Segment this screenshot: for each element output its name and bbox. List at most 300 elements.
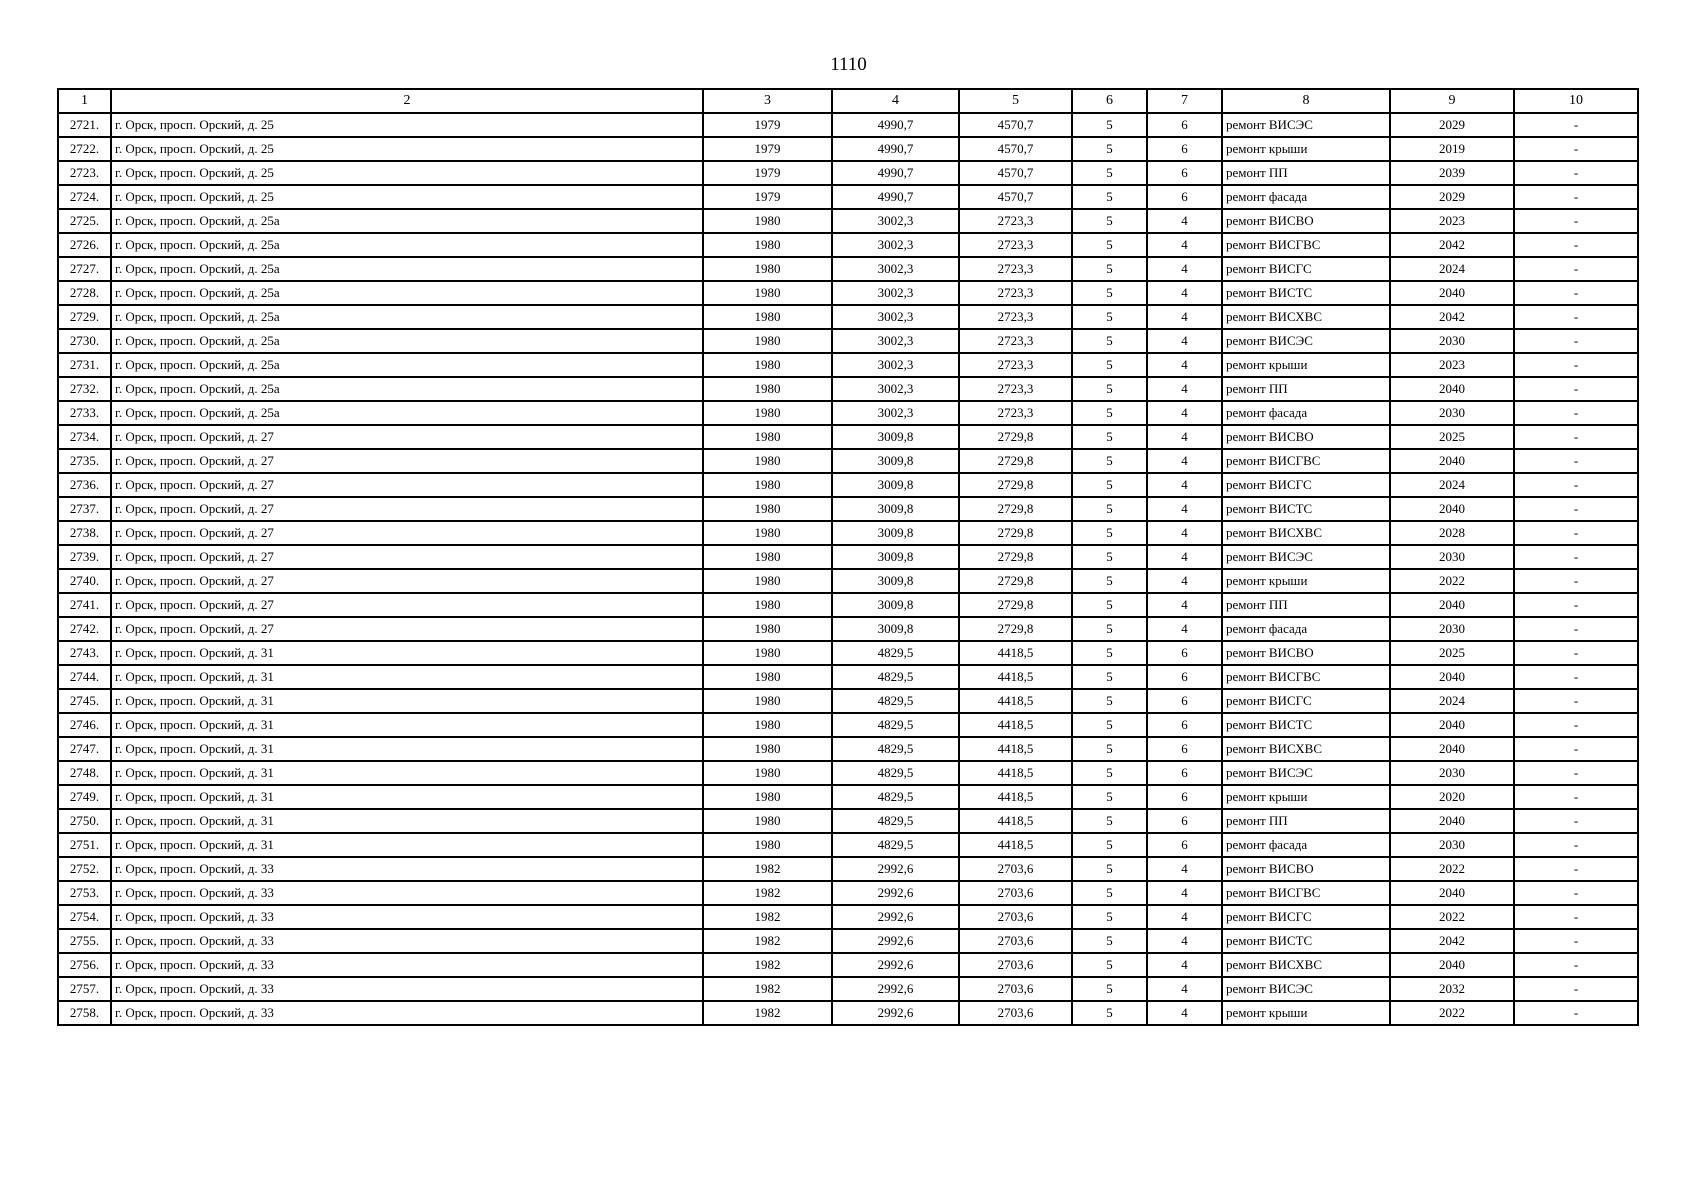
cell-address: г. Орск, просп. Орский, д. 27 <box>111 545 703 569</box>
cell-row-number: 2732. <box>58 377 111 401</box>
cell-living-area: 2729,8 <box>959 473 1072 497</box>
cell-address: г. Орск, просп. Орский, д. 25а <box>111 377 703 401</box>
cell-planned-year: 2042 <box>1390 233 1514 257</box>
cell-living-area: 2729,8 <box>959 497 1072 521</box>
cell-note: - <box>1514 473 1638 497</box>
cell-total-area: 3009,8 <box>832 545 959 569</box>
cell-work-type: ремонт ВИСВО <box>1222 425 1390 449</box>
cell-row-number: 2727. <box>58 257 111 281</box>
cell-work-type: ремонт ВИСГВС <box>1222 233 1390 257</box>
table-row <box>58 305 1638 329</box>
cell-entrances: 4 <box>1147 1001 1222 1025</box>
cell-work-type: ремонт ПП <box>1222 377 1390 401</box>
cell-planned-year: 2040 <box>1390 497 1514 521</box>
cell-work-type: ремонт ВИСГС <box>1222 689 1390 713</box>
column-header-total-area: 4 <box>832 89 959 113</box>
cell-note: - <box>1514 593 1638 617</box>
cell-living-area: 2703,6 <box>959 953 1072 977</box>
cell-note: - <box>1514 545 1638 569</box>
column-header-row-number: 1 <box>58 89 111 113</box>
cell-entrances: 4 <box>1147 353 1222 377</box>
table-row <box>58 473 1638 497</box>
cell-work-type: ремонт ВИСТС <box>1222 281 1390 305</box>
cell-floors: 5 <box>1072 1001 1147 1025</box>
cell-work-type: ремонт ВИСГВС <box>1222 881 1390 905</box>
cell-entrances: 6 <box>1147 833 1222 857</box>
cell-work-type: ремонт крыши <box>1222 1001 1390 1025</box>
cell-total-area: 3002,3 <box>832 305 959 329</box>
cell-planned-year: 2040 <box>1390 881 1514 905</box>
cell-address: г. Орск, просп. Орский, д. 33 <box>111 929 703 953</box>
cell-note: - <box>1514 665 1638 689</box>
table-row <box>58 905 1638 929</box>
cell-living-area: 2703,6 <box>959 881 1072 905</box>
cell-planned-year: 2030 <box>1390 545 1514 569</box>
cell-work-type: ремонт ВИСГС <box>1222 473 1390 497</box>
cell-address: г. Орск, просп. Орский, д. 27 <box>111 521 703 545</box>
cell-note: - <box>1514 353 1638 377</box>
cell-address: г. Орск, просп. Орский, д. 25а <box>111 209 703 233</box>
cell-living-area: 2703,6 <box>959 905 1072 929</box>
cell-address: г. Орск, просп. Орский, д. 25 <box>111 161 703 185</box>
cell-entrances: 4 <box>1147 449 1222 473</box>
cell-work-type: ремонт ПП <box>1222 593 1390 617</box>
cell-floors: 5 <box>1072 785 1147 809</box>
cell-work-type: ремонт ВИСТС <box>1222 929 1390 953</box>
cell-year-built: 1980 <box>703 617 832 641</box>
cell-row-number: 2755. <box>58 929 111 953</box>
cell-floors: 5 <box>1072 257 1147 281</box>
cell-address: г. Орск, просп. Орский, д. 27 <box>111 473 703 497</box>
cell-note: - <box>1514 833 1638 857</box>
cell-floors: 5 <box>1072 281 1147 305</box>
cell-address: г. Орск, просп. Орский, д. 25 <box>111 185 703 209</box>
cell-entrances: 4 <box>1147 905 1222 929</box>
cell-note: - <box>1514 713 1638 737</box>
cell-note: - <box>1514 761 1638 785</box>
cell-row-number: 2736. <box>58 473 111 497</box>
cell-address: г. Орск, просп. Орский, д. 25а <box>111 401 703 425</box>
cell-row-number: 2728. <box>58 281 111 305</box>
cell-entrances: 4 <box>1147 305 1222 329</box>
cell-entrances: 6 <box>1147 713 1222 737</box>
cell-total-area: 4829,5 <box>832 665 959 689</box>
cell-total-area: 3009,8 <box>832 425 959 449</box>
cell-living-area: 4418,5 <box>959 833 1072 857</box>
cell-total-area: 2992,6 <box>832 977 959 1001</box>
cell-address: г. Орск, просп. Орский, д. 25а <box>111 257 703 281</box>
table-row <box>58 521 1638 545</box>
table-row <box>58 617 1638 641</box>
table-body <box>58 113 1638 1025</box>
cell-planned-year: 2040 <box>1390 377 1514 401</box>
cell-entrances: 4 <box>1147 929 1222 953</box>
cell-note: - <box>1514 497 1638 521</box>
cell-note: - <box>1514 569 1638 593</box>
cell-row-number: 2740. <box>58 569 111 593</box>
cell-address: г. Орск, просп. Орский, д. 31 <box>111 809 703 833</box>
cell-total-area: 3009,8 <box>832 521 959 545</box>
cell-row-number: 2721. <box>58 113 111 137</box>
cell-total-area: 4990,7 <box>832 113 959 137</box>
cell-floors: 5 <box>1072 521 1147 545</box>
cell-address: г. Орск, просп. Орский, д. 31 <box>111 761 703 785</box>
cell-living-area: 2729,8 <box>959 569 1072 593</box>
table-row <box>58 353 1638 377</box>
cell-floors: 5 <box>1072 857 1147 881</box>
register-table <box>57 88 1639 1026</box>
column-header-work-type: 8 <box>1222 89 1390 113</box>
cell-year-built: 1980 <box>703 761 832 785</box>
cell-floors: 5 <box>1072 833 1147 857</box>
cell-total-area: 4829,5 <box>832 785 959 809</box>
cell-address: г. Орск, просп. Орский, д. 27 <box>111 425 703 449</box>
cell-living-area: 2723,3 <box>959 401 1072 425</box>
cell-year-built: 1982 <box>703 881 832 905</box>
cell-note: - <box>1514 929 1638 953</box>
table-row <box>58 281 1638 305</box>
column-header-planned-year: 9 <box>1390 89 1514 113</box>
cell-living-area: 2723,3 <box>959 305 1072 329</box>
cell-note: - <box>1514 857 1638 881</box>
cell-year-built: 1980 <box>703 497 832 521</box>
cell-work-type: ремонт ВИСТС <box>1222 713 1390 737</box>
cell-note: - <box>1514 161 1638 185</box>
page-number: 1110 <box>830 54 867 75</box>
cell-planned-year: 2040 <box>1390 953 1514 977</box>
cell-note: - <box>1514 185 1638 209</box>
table-row <box>58 665 1638 689</box>
cell-row-number: 2743. <box>58 641 111 665</box>
cell-living-area: 2729,8 <box>959 593 1072 617</box>
cell-total-area: 3002,3 <box>832 209 959 233</box>
cell-note: - <box>1514 881 1638 905</box>
cell-work-type: ремонт крыши <box>1222 353 1390 377</box>
table-header <box>58 89 1638 113</box>
cell-living-area: 4570,7 <box>959 137 1072 161</box>
table-row <box>58 929 1638 953</box>
cell-address: г. Орск, просп. Орский, д. 27 <box>111 497 703 521</box>
cell-total-area: 2992,6 <box>832 857 959 881</box>
cell-row-number: 2733. <box>58 401 111 425</box>
cell-entrances: 4 <box>1147 545 1222 569</box>
cell-floors: 5 <box>1072 545 1147 569</box>
cell-total-area: 4990,7 <box>832 137 959 161</box>
cell-row-number: 2746. <box>58 713 111 737</box>
cell-total-area: 3002,3 <box>832 281 959 305</box>
cell-entrances: 6 <box>1147 161 1222 185</box>
cell-entrances: 4 <box>1147 881 1222 905</box>
cell-address: г. Орск, просп. Орский, д. 31 <box>111 737 703 761</box>
cell-planned-year: 2022 <box>1390 905 1514 929</box>
cell-year-built: 1980 <box>703 377 832 401</box>
table-row <box>58 257 1638 281</box>
cell-planned-year: 2025 <box>1390 425 1514 449</box>
cell-year-built: 1980 <box>703 353 832 377</box>
cell-work-type: ремонт ВИСГВС <box>1222 665 1390 689</box>
table-row <box>58 329 1638 353</box>
cell-year-built: 1980 <box>703 473 832 497</box>
cell-living-area: 4418,5 <box>959 713 1072 737</box>
cell-work-type: ремонт фасада <box>1222 617 1390 641</box>
cell-entrances: 4 <box>1147 377 1222 401</box>
cell-year-built: 1980 <box>703 737 832 761</box>
cell-row-number: 2726. <box>58 233 111 257</box>
table-row <box>58 641 1638 665</box>
cell-row-number: 2744. <box>58 665 111 689</box>
cell-year-built: 1979 <box>703 161 832 185</box>
cell-year-built: 1980 <box>703 545 832 569</box>
cell-living-area: 2723,3 <box>959 257 1072 281</box>
cell-planned-year: 2030 <box>1390 761 1514 785</box>
cell-total-area: 3009,8 <box>832 473 959 497</box>
cell-living-area: 2723,3 <box>959 233 1072 257</box>
cell-floors: 5 <box>1072 497 1147 521</box>
cell-row-number: 2754. <box>58 905 111 929</box>
cell-living-area: 2723,3 <box>959 377 1072 401</box>
cell-planned-year: 2024 <box>1390 257 1514 281</box>
cell-address: г. Орск, просп. Орский, д. 31 <box>111 641 703 665</box>
header-row <box>58 89 1638 113</box>
cell-total-area: 4829,5 <box>832 689 959 713</box>
cell-year-built: 1980 <box>703 593 832 617</box>
cell-note: - <box>1514 1001 1638 1025</box>
cell-total-area: 3002,3 <box>832 233 959 257</box>
cell-year-built: 1980 <box>703 569 832 593</box>
cell-entrances: 6 <box>1147 137 1222 161</box>
table-row <box>58 761 1638 785</box>
cell-planned-year: 2040 <box>1390 665 1514 689</box>
cell-row-number: 2737. <box>58 497 111 521</box>
cell-total-area: 2992,6 <box>832 929 959 953</box>
cell-floors: 5 <box>1072 161 1147 185</box>
cell-year-built: 1980 <box>703 521 832 545</box>
cell-work-type: ремонт фасада <box>1222 833 1390 857</box>
cell-note: - <box>1514 113 1638 137</box>
table-row <box>58 137 1638 161</box>
cell-floors: 5 <box>1072 425 1147 449</box>
cell-living-area: 4570,7 <box>959 185 1072 209</box>
cell-total-area: 2992,6 <box>832 881 959 905</box>
cell-total-area: 4829,5 <box>832 713 959 737</box>
cell-planned-year: 2039 <box>1390 161 1514 185</box>
cell-floors: 5 <box>1072 881 1147 905</box>
cell-note: - <box>1514 209 1638 233</box>
cell-row-number: 2723. <box>58 161 111 185</box>
cell-year-built: 1979 <box>703 185 832 209</box>
cell-planned-year: 2024 <box>1390 689 1514 713</box>
cell-entrances: 6 <box>1147 737 1222 761</box>
cell-total-area: 3002,3 <box>832 401 959 425</box>
cell-address: г. Орск, просп. Орский, д. 25а <box>111 353 703 377</box>
cell-entrances: 4 <box>1147 857 1222 881</box>
cell-entrances: 6 <box>1147 761 1222 785</box>
cell-row-number: 2748. <box>58 761 111 785</box>
cell-floors: 5 <box>1072 737 1147 761</box>
table-row <box>58 593 1638 617</box>
cell-address: г. Орск, просп. Орский, д. 31 <box>111 833 703 857</box>
cell-row-number: 2725. <box>58 209 111 233</box>
table-row <box>58 1001 1638 1025</box>
cell-note: - <box>1514 641 1638 665</box>
cell-row-number: 2758. <box>58 1001 111 1025</box>
cell-living-area: 2729,8 <box>959 521 1072 545</box>
table-row <box>58 209 1638 233</box>
cell-note: - <box>1514 737 1638 761</box>
cell-address: г. Орск, просп. Орский, д. 33 <box>111 1001 703 1025</box>
cell-floors: 5 <box>1072 905 1147 929</box>
cell-row-number: 2735. <box>58 449 111 473</box>
cell-entrances: 6 <box>1147 113 1222 137</box>
cell-address: г. Орск, просп. Орский, д. 27 <box>111 569 703 593</box>
cell-note: - <box>1514 425 1638 449</box>
cell-work-type: ремонт ВИСЭС <box>1222 761 1390 785</box>
cell-entrances: 6 <box>1147 809 1222 833</box>
cell-floors: 5 <box>1072 185 1147 209</box>
cell-floors: 5 <box>1072 401 1147 425</box>
cell-floors: 5 <box>1072 593 1147 617</box>
cell-work-type: ремонт ПП <box>1222 161 1390 185</box>
cell-entrances: 4 <box>1147 209 1222 233</box>
cell-living-area: 2729,8 <box>959 425 1072 449</box>
cell-total-area: 3009,8 <box>832 593 959 617</box>
cell-floors: 5 <box>1072 713 1147 737</box>
cell-row-number: 2741. <box>58 593 111 617</box>
column-header-address: 2 <box>111 89 703 113</box>
cell-note: - <box>1514 137 1638 161</box>
cell-floors: 5 <box>1072 977 1147 1001</box>
cell-entrances: 6 <box>1147 785 1222 809</box>
cell-entrances: 6 <box>1147 689 1222 713</box>
cell-total-area: 3002,3 <box>832 353 959 377</box>
cell-work-type: ремонт фасада <box>1222 401 1390 425</box>
table-row <box>58 857 1638 881</box>
cell-planned-year: 2040 <box>1390 713 1514 737</box>
cell-row-number: 2747. <box>58 737 111 761</box>
cell-floors: 5 <box>1072 137 1147 161</box>
cell-year-built: 1980 <box>703 329 832 353</box>
cell-note: - <box>1514 809 1638 833</box>
cell-planned-year: 2029 <box>1390 113 1514 137</box>
cell-floors: 5 <box>1072 329 1147 353</box>
cell-work-type: ремонт ВИСВО <box>1222 641 1390 665</box>
cell-floors: 5 <box>1072 953 1147 977</box>
cell-planned-year: 2019 <box>1390 137 1514 161</box>
cell-work-type: ремонт крыши <box>1222 785 1390 809</box>
cell-living-area: 2703,6 <box>959 977 1072 1001</box>
cell-year-built: 1980 <box>703 233 832 257</box>
table-row <box>58 113 1638 137</box>
cell-address: г. Орск, просп. Орский, д. 25а <box>111 233 703 257</box>
cell-address: г. Орск, просп. Орский, д. 27 <box>111 449 703 473</box>
cell-planned-year: 2042 <box>1390 305 1514 329</box>
table-row <box>58 425 1638 449</box>
cell-address: г. Орск, просп. Орский, д. 25а <box>111 329 703 353</box>
cell-row-number: 2734. <box>58 425 111 449</box>
cell-address: г. Орск, просп. Орский, д. 25 <box>111 137 703 161</box>
cell-note: - <box>1514 905 1638 929</box>
cell-planned-year: 2040 <box>1390 593 1514 617</box>
cell-living-area: 2703,6 <box>959 929 1072 953</box>
cell-planned-year: 2023 <box>1390 209 1514 233</box>
cell-work-type: ремонт ВИСХВС <box>1222 953 1390 977</box>
cell-address: г. Орск, просп. Орский, д. 25 <box>111 113 703 137</box>
cell-floors: 5 <box>1072 665 1147 689</box>
cell-planned-year: 2028 <box>1390 521 1514 545</box>
cell-planned-year: 2040 <box>1390 737 1514 761</box>
table-row <box>58 497 1638 521</box>
cell-row-number: 2753. <box>58 881 111 905</box>
cell-year-built: 1980 <box>703 785 832 809</box>
cell-floors: 5 <box>1072 353 1147 377</box>
cell-planned-year: 2029 <box>1390 185 1514 209</box>
cell-entrances: 4 <box>1147 329 1222 353</box>
cell-year-built: 1982 <box>703 905 832 929</box>
cell-row-number: 2739. <box>58 545 111 569</box>
cell-total-area: 3009,8 <box>832 449 959 473</box>
cell-row-number: 2751. <box>58 833 111 857</box>
cell-work-type: ремонт крыши <box>1222 569 1390 593</box>
cell-total-area: 3009,8 <box>832 497 959 521</box>
cell-planned-year: 2040 <box>1390 281 1514 305</box>
table-row <box>58 161 1638 185</box>
cell-entrances: 4 <box>1147 569 1222 593</box>
cell-floors: 5 <box>1072 233 1147 257</box>
cell-year-built: 1980 <box>703 281 832 305</box>
table-row <box>58 737 1638 761</box>
cell-address: г. Орск, просп. Орский, д. 25а <box>111 305 703 329</box>
cell-year-built: 1982 <box>703 857 832 881</box>
cell-planned-year: 2024 <box>1390 473 1514 497</box>
cell-planned-year: 2032 <box>1390 977 1514 1001</box>
cell-entrances: 4 <box>1147 425 1222 449</box>
cell-work-type: ремонт фасада <box>1222 185 1390 209</box>
cell-entrances: 4 <box>1147 257 1222 281</box>
cell-entrances: 6 <box>1147 185 1222 209</box>
cell-entrances: 4 <box>1147 473 1222 497</box>
cell-floors: 5 <box>1072 689 1147 713</box>
table-row <box>58 377 1638 401</box>
cell-entrances: 4 <box>1147 233 1222 257</box>
cell-row-number: 2729. <box>58 305 111 329</box>
cell-work-type: ремонт ВИСХВС <box>1222 305 1390 329</box>
cell-living-area: 4418,5 <box>959 689 1072 713</box>
cell-year-built: 1980 <box>703 641 832 665</box>
cell-total-area: 3002,3 <box>832 257 959 281</box>
cell-entrances: 4 <box>1147 401 1222 425</box>
cell-note: - <box>1514 689 1638 713</box>
cell-planned-year: 2040 <box>1390 449 1514 473</box>
cell-year-built: 1982 <box>703 953 832 977</box>
cell-total-area: 3002,3 <box>832 377 959 401</box>
cell-note: - <box>1514 521 1638 545</box>
cell-address: г. Орск, просп. Орский, д. 33 <box>111 857 703 881</box>
cell-total-area: 3002,3 <box>832 329 959 353</box>
cell-row-number: 2749. <box>58 785 111 809</box>
cell-row-number: 2722. <box>58 137 111 161</box>
cell-address: г. Орск, просп. Орский, д. 33 <box>111 881 703 905</box>
cell-total-area: 4829,5 <box>832 833 959 857</box>
cell-year-built: 1980 <box>703 209 832 233</box>
cell-work-type: ремонт ВИСЭС <box>1222 977 1390 1001</box>
cell-year-built: 1980 <box>703 449 832 473</box>
cell-floors: 5 <box>1072 377 1147 401</box>
cell-living-area: 2723,3 <box>959 353 1072 377</box>
cell-note: - <box>1514 953 1638 977</box>
cell-floors: 5 <box>1072 305 1147 329</box>
cell-note: - <box>1514 617 1638 641</box>
cell-work-type: ремонт ПП <box>1222 809 1390 833</box>
